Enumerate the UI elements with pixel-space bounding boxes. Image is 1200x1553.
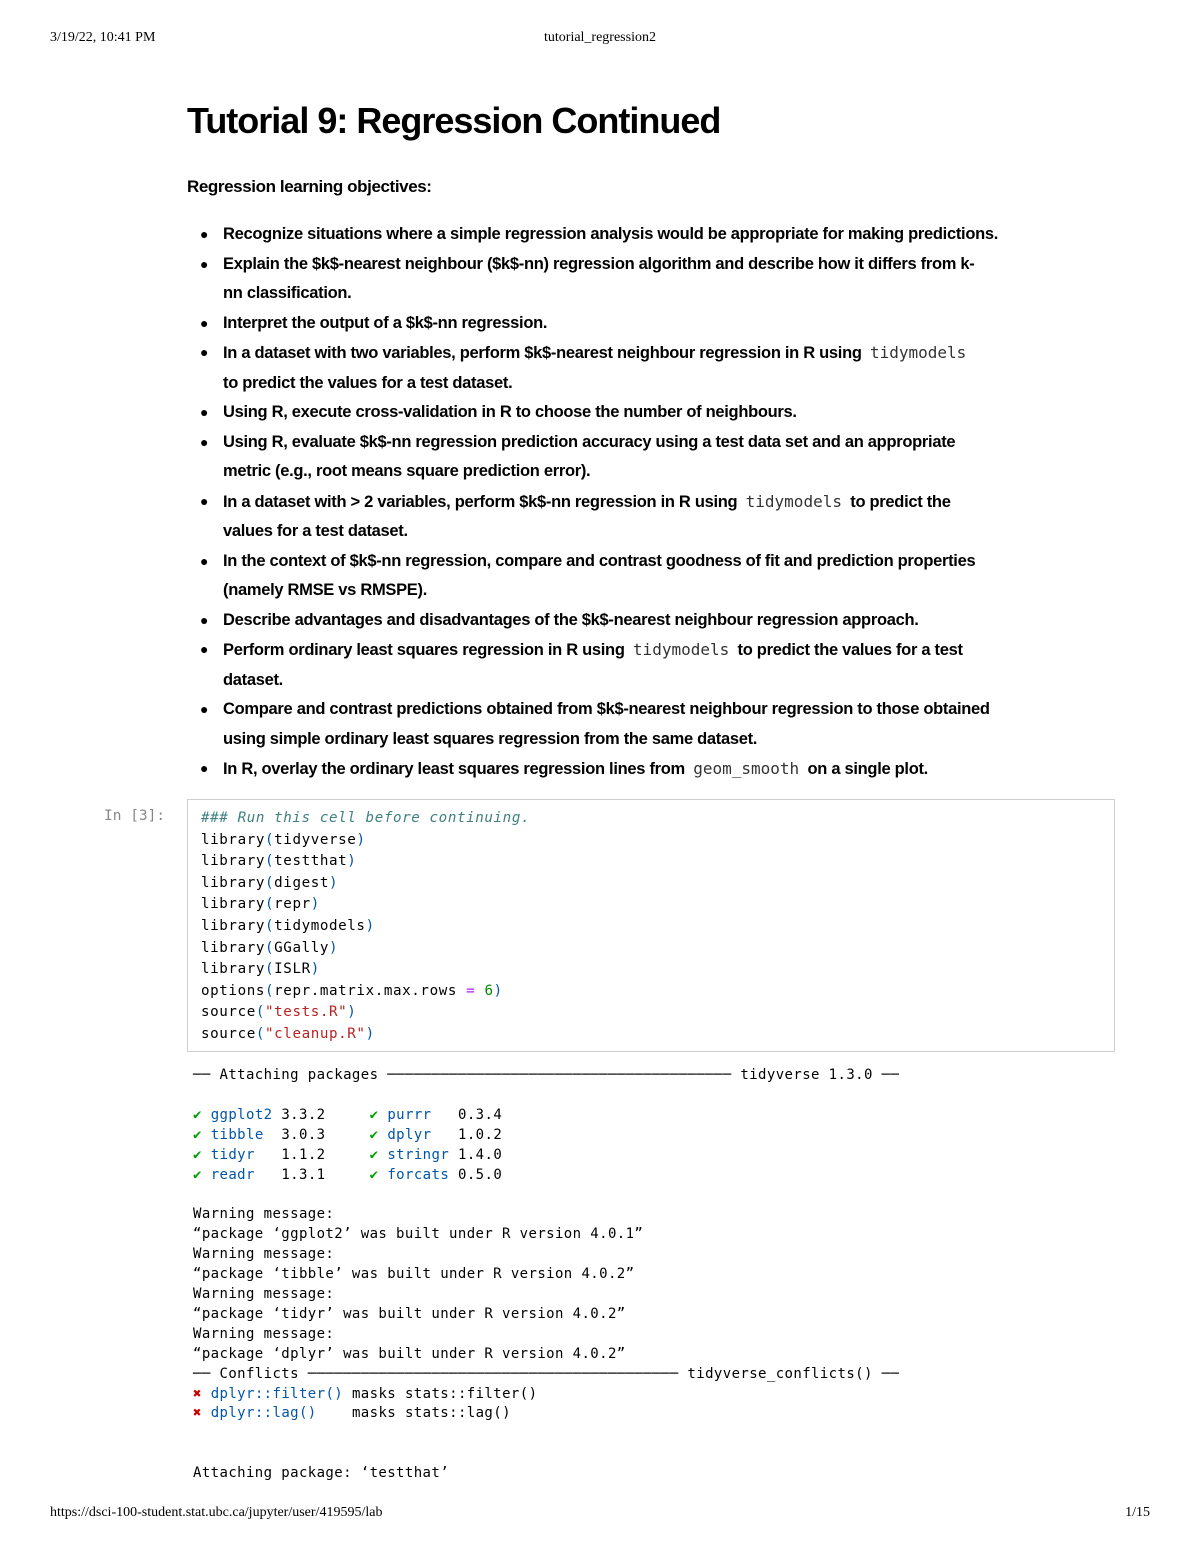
code-paren: (	[265, 917, 275, 934]
objective-item	[200, 338, 1100, 398]
objective-text: Using R, evaluate $k$-nn regression prediction accuracy using a test data set and an appropriate	[223, 432, 956, 451]
package-name: dplyr	[387, 1126, 432, 1143]
conflict-function: dplyr::filter()	[210, 1385, 344, 1402]
cross-icon: ✖	[193, 1405, 202, 1422]
code-paren: (	[265, 896, 275, 913]
inline-code: tidymodels	[869, 343, 967, 362]
warning-text: “package ‘dplyr’ was built under R version 4.0.2”	[193, 1345, 626, 1362]
objective-item	[200, 487, 1100, 547]
objectives-list	[200, 220, 1100, 785]
objective-text: to predict the values for a test	[737, 641, 963, 659]
cell-output	[193, 1066, 899, 1484]
code-library-name: digest	[274, 874, 330, 891]
attaching-header: ── Attaching packages ───────────────────────────────────────	[193, 1067, 741, 1083]
code-comment: ### Run this cell before continuing.	[201, 810, 531, 826]
code-cell[interactable]	[187, 799, 1115, 1052]
warning-label: Warning message:	[193, 1285, 335, 1302]
objective-item	[200, 250, 1100, 309]
objective-item	[200, 754, 1100, 785]
package-version: 1.0.2	[458, 1126, 503, 1143]
print-page-number: 1/15	[1125, 1505, 1150, 1520]
conflict-masks: masks	[351, 1385, 397, 1402]
attaching-testthat: Attaching package: ‘testthat’	[193, 1465, 450, 1482]
objective-text: on a single plot.	[807, 760, 928, 778]
objective-text: metric (e.g., root means square prediction error).	[223, 462, 591, 480]
check-icon: ✔	[369, 1146, 379, 1163]
objective-item	[200, 547, 1100, 606]
code-paren: (	[265, 874, 275, 891]
package-version: 3.3.2	[281, 1106, 326, 1123]
print-doc-title: tutorial_regression2	[544, 30, 656, 45]
print-footer	[50, 1505, 1150, 1525]
objectives-heading: Regression learning objectives:	[187, 177, 432, 196]
warning-label: Warning message:	[193, 1206, 335, 1223]
objective-text: In a dataset with two variables, perform $k$-nearest neighbour regression in R using	[223, 344, 862, 362]
code-operator: =	[466, 982, 476, 999]
bullet-icon: ●	[200, 641, 209, 657]
code-paren: (	[265, 982, 275, 999]
cross-icon: ✖	[193, 1385, 202, 1402]
package-name: ggplot2	[210, 1106, 273, 1123]
code-library-name: GGally	[274, 939, 330, 956]
code-paren: )	[356, 831, 366, 848]
bullet-icon: ●	[200, 314, 209, 331]
package-version: 0.3.4	[458, 1106, 503, 1123]
code-library-name: repr	[274, 896, 311, 913]
code-paren: (	[265, 831, 275, 848]
bullet-icon: ●	[200, 255, 209, 272]
code-library-name: testthat	[274, 853, 348, 870]
page-title: Tutorial 9: Regression Continued	[187, 100, 721, 141]
objective-text: to predict the	[850, 492, 951, 511]
package-version: 0.5.0	[458, 1166, 503, 1183]
conflict-masks: masks	[351, 1405, 397, 1422]
package-name: purrr	[387, 1106, 432, 1123]
conflicts-header: ── Conflicts ──────────────────────────────────────────	[193, 1365, 688, 1382]
objective-text: Explain the $k$-nearest neighbour ($k$-nn) regression algorithm and describe how it differs from k-	[223, 254, 975, 273]
objective-text: Using R, execute cross-validation in R to choose the number of neighbours.	[223, 403, 797, 421]
objective-item	[200, 428, 1100, 487]
check-icon: ✔	[369, 1106, 379, 1123]
attaching-version: tidyverse 1.3.0 ──	[740, 1067, 900, 1083]
code-paren: )	[329, 874, 339, 891]
code-paren: (	[265, 853, 275, 870]
bullet-icon: ●	[200, 760, 209, 776]
code-paren: )	[365, 1025, 375, 1042]
code-paren: )	[347, 1004, 357, 1021]
inline-code: tidymodels	[632, 640, 730, 659]
print-header	[50, 30, 1150, 50]
package-name: stringr	[387, 1146, 450, 1163]
code-string: "cleanup.R"	[265, 1025, 366, 1042]
bullet-icon: ●	[200, 404, 209, 420]
bullet-icon: ●	[200, 611, 209, 628]
objective-text: Describe advantages and disadvantages of the $k$-nearest neighbour regression approach.	[223, 610, 919, 629]
check-icon: ✔	[369, 1126, 379, 1143]
objective-text: dataset.	[223, 670, 283, 689]
objective-text: Compare and contrast predictions obtained from $k$-nearest neighbour regression to those obtained	[223, 700, 990, 718]
code-paren: )	[347, 853, 357, 870]
objective-item	[200, 309, 1100, 339]
code-paren: (	[265, 939, 275, 956]
package-name: tibble	[210, 1126, 264, 1143]
check-icon: ✔	[193, 1126, 202, 1143]
objective-item	[200, 220, 1100, 250]
bullet-icon: ●	[200, 433, 209, 450]
objective-text: In R, overlay the ordinary least squares regression lines from	[223, 760, 685, 778]
print-url: https://dsci-100-student.stat.ubc.ca/jupyter/user/419595/lab	[50, 1505, 383, 1520]
code-paren: )	[365, 917, 375, 934]
conflict-masked: stats::lag()	[404, 1405, 511, 1422]
package-name: forcats	[387, 1166, 450, 1183]
package-name: readr	[210, 1166, 255, 1183]
objective-text: Perform ordinary least squares regression in R using	[223, 641, 625, 659]
bullet-icon: ●	[200, 701, 209, 717]
conflicts-fn: tidyverse_conflicts() ──	[687, 1365, 900, 1382]
objective-item	[200, 635, 1100, 695]
code-editor[interactable]: ### Run this cell before continuing. library(tidyverse) library(testthat) library(digest) library(repr) library(tidymodels) library(GGally) library(ISLR) options(repr.matrix.max.rows = 6) source("tests.R") source("cleanup.R")	[201, 810, 531, 1042]
package-version: 1.1.2	[281, 1146, 326, 1163]
code-string: "tests.R"	[265, 1004, 348, 1021]
objective-text: using simple ordinary least squares regression from the same dataset.	[223, 729, 758, 748]
objective-text: (namely RMSE vs RMSPE).	[223, 581, 427, 599]
code-paren: )	[310, 961, 320, 978]
package-version: 3.0.3	[281, 1126, 326, 1143]
code-paren: )	[310, 896, 320, 913]
code-paren: (	[265, 961, 275, 978]
code-paren: (	[255, 1025, 266, 1042]
objective-item	[200, 695, 1100, 754]
bullet-icon: ●	[200, 226, 209, 242]
code-paren: )	[329, 939, 339, 956]
bullet-icon: ●	[200, 344, 209, 360]
code-paren: )	[493, 982, 503, 999]
warning-text: “package ‘tibble’ was built under R version 4.0.2”	[193, 1266, 635, 1283]
warning-text: “package ‘ggplot2’ was built under R version 4.0.1”	[193, 1226, 644, 1243]
inline-code: geom_smooth	[693, 759, 800, 778]
print-datetime: 3/19/22, 10:41 PM	[50, 30, 156, 45]
warning-label: Warning message:	[193, 1246, 335, 1263]
code-library-name: tidymodels	[274, 917, 366, 934]
code-paren: (	[255, 1004, 266, 1021]
check-icon: ✔	[193, 1146, 202, 1163]
code-library-name: tidyverse	[274, 831, 357, 848]
package-version: 1.4.0	[458, 1146, 503, 1163]
conflict-masked: stats::filter()	[404, 1385, 538, 1402]
objective-text: values for a test dataset.	[223, 522, 408, 540]
bullet-icon: ●	[200, 552, 209, 569]
check-icon: ✔	[193, 1166, 202, 1183]
objective-item	[200, 398, 1100, 428]
check-icon: ✔	[193, 1106, 202, 1123]
objective-text: In the context of $k$-nn regression, compare and contrast goodness of fit and prediction properties	[223, 551, 976, 570]
objective-text: Interpret the output of a $k$-nn regression.	[223, 313, 548, 332]
objective-text: to predict the values for a test dataset.	[223, 373, 513, 392]
inline-code: tidymodels	[745, 491, 842, 511]
objective-text: nn classification.	[223, 284, 352, 302]
code-number: 6	[484, 982, 494, 999]
bullet-icon: ●	[200, 492, 209, 509]
warning-label: Warning message:	[193, 1325, 335, 1342]
objective-text: In a dataset with > 2 variables, perform $k$-nn regression in R using	[223, 492, 738, 511]
code-arg: repr.matrix.max.rows	[274, 982, 457, 999]
objective-item	[200, 606, 1100, 636]
objective-text: Recognize situations where a simple regression analysis would be appropriate for making predictions.	[223, 225, 999, 243]
cell-prompt: In [3]:	[104, 808, 166, 824]
code-library-name: ISLR	[274, 961, 311, 978]
package-name: tidyr	[210, 1146, 255, 1163]
warning-text: “package ‘tidyr’ was built under R version 4.0.2”	[193, 1305, 626, 1322]
package-version: 1.3.1	[281, 1166, 326, 1183]
check-icon: ✔	[369, 1166, 379, 1183]
conflict-function: dplyr::lag()	[210, 1405, 317, 1422]
